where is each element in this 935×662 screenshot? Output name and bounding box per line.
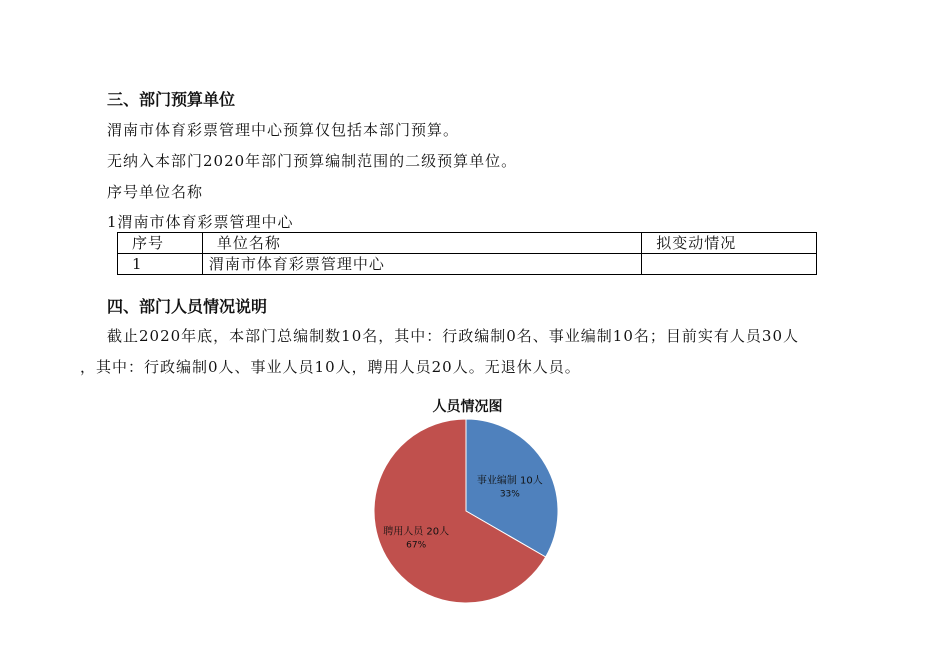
section-heading-staff: 四、部门人员情况说明 xyxy=(107,297,268,316)
section-heading-budget-units: 三、部门预算单位 xyxy=(107,90,236,109)
staff-paragraph-line1: 截止2020年底，本部门总编制数10名，其中：行政编制0名、事业编制10名；目前实有人员30人 xyxy=(107,327,799,345)
secondary-units-paragraph: 无纳入本部门2020年部门预算编制范围的二级预算单位。 xyxy=(107,152,518,170)
table-header-change-status: 拟变动情况 xyxy=(642,233,817,254)
table-caption-row: 1渭南市体育彩票管理中心 xyxy=(107,213,294,231)
pie-label-1: 聘用人员 20人 xyxy=(383,526,450,538)
table-header-index: 序号 xyxy=(118,233,203,254)
pie-percent-1: 67% xyxy=(406,540,427,551)
table-cell-index: 1 xyxy=(118,254,203,275)
pie-label-0: 事业编制 10人 xyxy=(476,475,543,487)
staff-paragraph-line2: ，其中：行政编制0人、事业人员10人，聘用人员20人。无退休人员。 xyxy=(80,358,581,376)
table-caption-columns: 序号单位名称 xyxy=(107,183,204,201)
budget-scope-paragraph: 渭南市体育彩票管理中心预算仅包括本部门预算。 xyxy=(107,121,460,139)
table-cell-unit-name: 渭南市体育彩票管理中心 xyxy=(202,254,641,275)
pie-percent-0: 33% xyxy=(499,489,520,500)
table-header-unit-name: 单位名称 xyxy=(202,233,641,254)
chart-title: 人员情况图 xyxy=(432,399,503,415)
